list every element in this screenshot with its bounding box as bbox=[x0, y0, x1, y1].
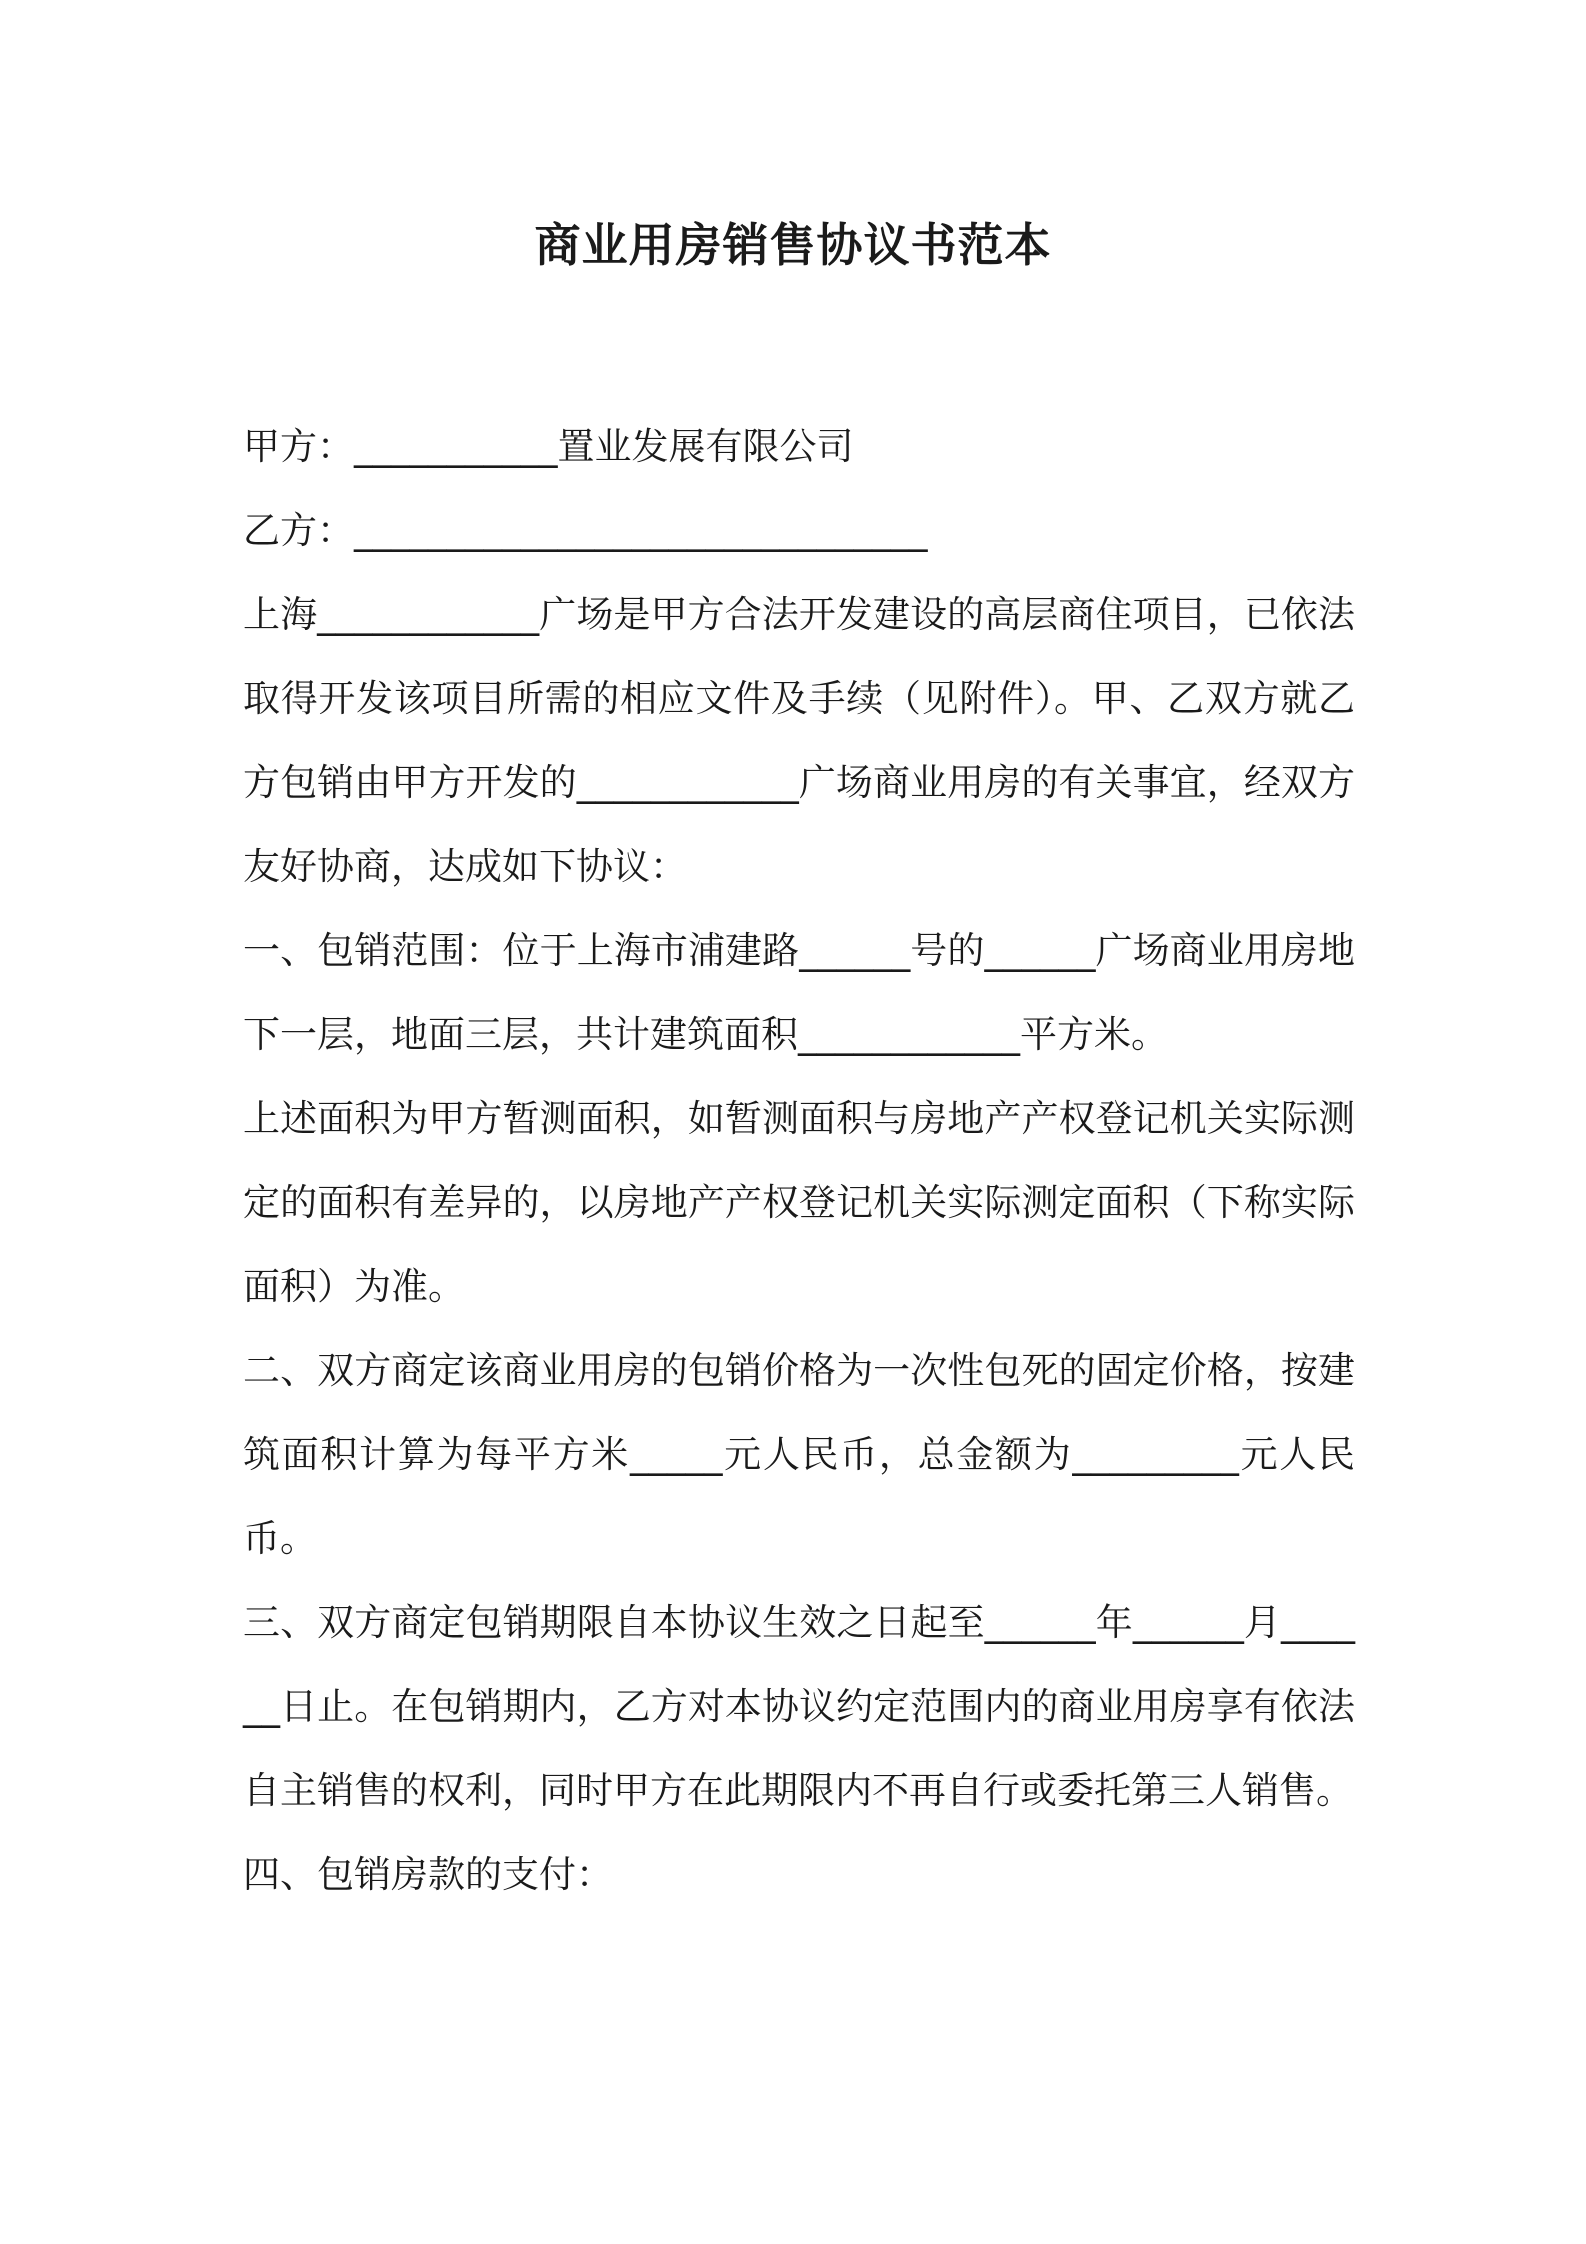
party-a-line: 甲方：___________置业发展有限公司 bbox=[243, 425, 854, 468]
clause-4-payment: 四、包销房款的支付： bbox=[243, 1853, 613, 1896]
party-b-line: 乙方：_______________________________ bbox=[243, 509, 928, 552]
clause-1-scope: 一、包销范围：位于上海市浦建路______号的______广场商业用房地下一层，地面三层，共计建筑面积____________平方米。 bbox=[243, 929, 1355, 1056]
intro-paragraph: 上海____________广场是甲方合法开发建设的高层商住项目，已依法取得开发该项目所需的相应文件及手续（见附件）。甲、乙双方就乙方包销由甲方开发的____________广场商业用房的有关事宜，经双方友好协商，达成如下协议： bbox=[243, 593, 1355, 888]
clause-1-area-note: 上述面积为甲方暂测面积，如暂测面积与房地产产权登记机关实际测定的面积有差异的，以房地产产权登记机关实际测定面积（下称实际面积）为准。 bbox=[243, 1097, 1355, 1308]
clause-2-price: 二、双方商定该商业用房的包销价格为一次性包死的固定价格，按建筑面积计算为每平方米_____元人民币，总金额为_________元人民币。 bbox=[243, 1349, 1355, 1560]
clause-3-period: 三、双方商定包销期限自本协议生效之日起至______年______月______日止。在包销期内，乙方对本协议约定范围内的商业用房享有依法自主销售的权利，同时甲方在此期限内不再自行或委托第三人销售。 bbox=[243, 1601, 1355, 1812]
document-body bbox=[243, 405, 1355, 1917]
page-title: 商业用房销售协议书范本 bbox=[534, 218, 1052, 272]
